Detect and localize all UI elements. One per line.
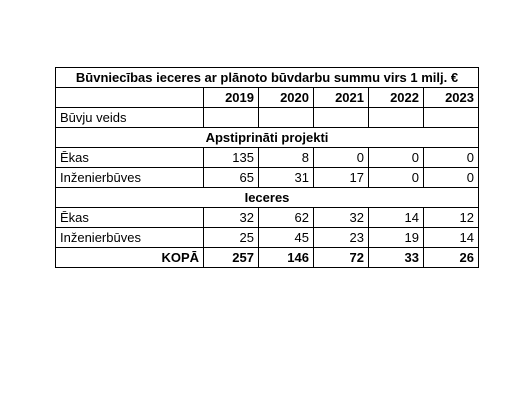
row-label: Ēkas: [56, 148, 204, 168]
value-cell: 25: [204, 228, 259, 248]
table-title: Būvniecības ieceres ar plānoto būvdarbu summu virs 1 milj. €: [56, 68, 479, 88]
value-cell: 0: [369, 168, 424, 188]
empty-cell: [424, 108, 479, 128]
section-heading: Ieceres: [56, 188, 479, 208]
value-cell: 14: [424, 228, 479, 248]
value-cell: 23: [314, 228, 369, 248]
value-cell: 8: [259, 148, 314, 168]
year-header: 2019: [204, 88, 259, 108]
value-cell: 31: [259, 168, 314, 188]
type-label-row: [56, 108, 479, 128]
table-row: [56, 148, 479, 168]
value-cell: 0: [424, 168, 479, 188]
table-row: [56, 208, 479, 228]
year-header: 2022: [369, 88, 424, 108]
value-cell: 0: [314, 148, 369, 168]
empty-cell: [369, 108, 424, 128]
value-cell: 12: [424, 208, 479, 228]
empty-cell: [56, 88, 204, 108]
total-value: 26: [424, 248, 479, 268]
value-cell: 17: [314, 168, 369, 188]
empty-cell: [314, 108, 369, 128]
year-header-row: [56, 88, 479, 108]
value-cell: 32: [314, 208, 369, 228]
year-header: 2021: [314, 88, 369, 108]
value-cell: 45: [259, 228, 314, 248]
value-cell: 135: [204, 148, 259, 168]
empty-cell: [259, 108, 314, 128]
value-cell: 0: [424, 148, 479, 168]
section-heading-row: [56, 128, 479, 148]
total-value: 33: [369, 248, 424, 268]
total-value: 146: [259, 248, 314, 268]
total-value: 72: [314, 248, 369, 268]
value-cell: 19: [369, 228, 424, 248]
year-header: 2020: [259, 88, 314, 108]
table-row: [56, 228, 479, 248]
title-row: [56, 68, 479, 88]
total-value: 257: [204, 248, 259, 268]
investment-table: [55, 67, 479, 268]
empty-cell: [204, 108, 259, 128]
row-label: Inženierbūves: [56, 168, 204, 188]
value-cell: 14: [369, 208, 424, 228]
value-cell: 0: [369, 148, 424, 168]
total-row: [56, 248, 479, 268]
section-heading: Apstiprināti projekti: [56, 128, 479, 148]
table-row: [56, 168, 479, 188]
value-cell: 65: [204, 168, 259, 188]
row-label: Ēkas: [56, 208, 204, 228]
value-cell: 62: [259, 208, 314, 228]
row-label: Inženierbūves: [56, 228, 204, 248]
year-header: 2023: [424, 88, 479, 108]
total-label: KOPĀ: [56, 248, 204, 268]
value-cell: 32: [204, 208, 259, 228]
type-label: Būvju veids: [56, 108, 204, 128]
section-heading-row: [56, 188, 479, 208]
